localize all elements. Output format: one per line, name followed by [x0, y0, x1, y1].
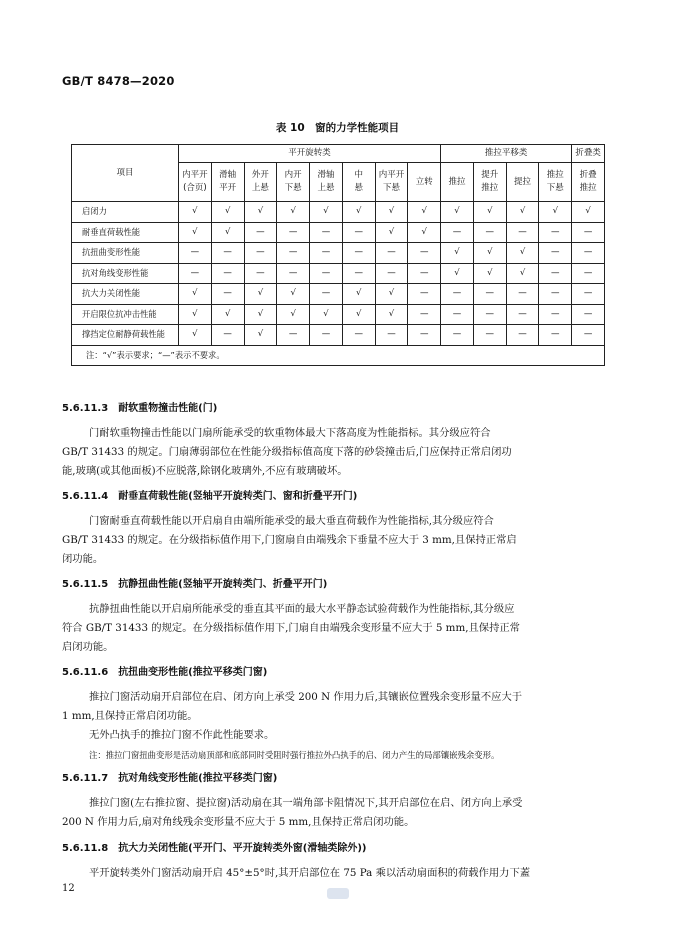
mechanical-properties-table [71, 144, 605, 366]
table-cell: — [277, 222, 310, 243]
paragraph-line: 符合 GB/T 31433 的规定。在分级指标值作用下,门扇自由端残余变形量不应大于 5 mm,且保持正常 [62, 622, 520, 635]
paragraph-line: 无外凸执手的推拉门窗不作此性能要求。 [89, 729, 275, 742]
table-cell: √ [408, 202, 441, 223]
row-item: 抗对角线变形性能 [72, 263, 179, 284]
table-row [72, 202, 605, 223]
table-cell: — [310, 325, 343, 346]
table-cell: — [572, 263, 605, 284]
table-row [72, 263, 605, 284]
section-number: 5.6.11.7 [62, 773, 109, 784]
paragraph-line: GB/T 31433 的规定。门扇薄弱部位在性能分级指标值高度下落的砂袋撞击后,门应保持正常启闭功 [62, 446, 512, 459]
table-cell: — [441, 284, 474, 305]
column-header [342, 163, 375, 202]
page-number: 12 [62, 883, 75, 894]
table-caption: 表 10 窗的力学性能项目 [275, 122, 400, 134]
column-header-line: 内开 [284, 170, 302, 180]
table-cell: √ [506, 263, 539, 284]
table-cell: √ [342, 304, 375, 325]
table-cell: √ [342, 202, 375, 223]
table-row [72, 284, 605, 305]
group-header: 推拉平移类 [441, 145, 572, 163]
table-cell: √ [408, 222, 441, 243]
table-cell: — [244, 243, 277, 264]
section-heading [62, 769, 277, 784]
column-header-line: 内平开 [378, 170, 405, 180]
column-header-line: 上悬 [317, 183, 335, 193]
column-header-line: 滑轴 [317, 170, 335, 180]
table-cell: — [310, 243, 343, 264]
table-cell: √ [375, 284, 408, 305]
paragraph-line: GB/T 31433 的规定。在分级指标值作用下,门窗扇自由端残余下垂量不应大于 3 mm,且保持正常启 [62, 534, 517, 547]
table-cell: — [310, 263, 343, 284]
table-cell: √ [277, 304, 310, 325]
table-cell: — [375, 243, 408, 264]
table-cell: √ [375, 304, 408, 325]
group-header: 折叠类 [572, 145, 605, 163]
table-cell: — [473, 325, 506, 346]
paragraph-line: 推拉门窗活动扇开启部位在启、闭方向上承受 200 N 作用力后,其镶嵌位置残余变形量不应大于 [89, 691, 523, 703]
column-header [375, 163, 408, 202]
table-cell: — [441, 325, 474, 346]
table-cell: √ [310, 304, 343, 325]
section-title: 抗对角线变形性能(推拉平移类门窗) [118, 773, 278, 784]
row-item: 耐垂直荷载性能 [72, 222, 179, 243]
table-cell: — [211, 243, 244, 264]
section-title: 抗大力关闭性能(平开门、平开旋转类外窗(滑轴类除外)) [118, 843, 367, 854]
paragraph-line: 门耐软重物撞击性能以门扇所能承受的软重物体最大下落高度为性能指标。其分级应符合 [89, 427, 491, 439]
paragraph-line: 抗静扭曲性能以开启扇所能承受的垂直其平面的最大水平静态试验荷载作为性能指标,其分级应 [89, 603, 515, 615]
column-header-line: 下悬 [382, 183, 400, 193]
item-header: 项目 [72, 145, 179, 202]
table-cell: — [408, 304, 441, 325]
table-cell: — [506, 304, 539, 325]
section-title: 抗扭曲变形性能(推拉平移类门窗) [118, 667, 268, 678]
column-header-line: 推拉 [546, 170, 564, 180]
column-header-line: 内平开 [182, 170, 208, 180]
table-cell: √ [473, 202, 506, 223]
group-header: 平开旋转类 [179, 145, 441, 163]
table-cell: — [572, 304, 605, 325]
section-title: 抗静扭曲性能(竖轴平开旋转类门、折叠平开门) [118, 579, 328, 590]
paragraph-line: 启闭功能。 [62, 641, 114, 654]
section-heading [62, 663, 267, 678]
table-cell: √ [441, 243, 474, 264]
section-note: 注：推拉门窗扭曲变形是活动扇顶部和底部同时受阻时强行推拉外凸执手的启、闭力产生的局部镶嵌残余变形。 [89, 749, 500, 760]
row-item: 开启限位抗冲击性能 [72, 304, 179, 325]
table-cell: √ [375, 222, 408, 243]
table-cell: — [539, 325, 572, 346]
table-cell: — [572, 284, 605, 305]
table-cell: √ [179, 202, 212, 223]
table-cell: — [375, 325, 408, 346]
table-cell: √ [441, 263, 474, 284]
table-cell: √ [539, 202, 572, 223]
table-cell: √ [342, 284, 375, 305]
row-item: 启闭力 [72, 202, 179, 223]
table-cell: √ [310, 202, 343, 223]
table-cell: — [277, 325, 310, 346]
paragraph-line: 1 mm,且保持正常启闭功能。 [62, 710, 198, 723]
column-header [572, 163, 605, 202]
table-cell: — [408, 263, 441, 284]
column-header-line: 下悬 [546, 183, 564, 193]
table-cell: √ [179, 284, 212, 305]
table-cell: — [244, 222, 277, 243]
table-cell: — [572, 243, 605, 264]
column-header-line: 下悬 [284, 183, 302, 193]
table-cell: √ [179, 222, 212, 243]
column-header [408, 163, 441, 202]
paragraph-line: 推拉门窗(左右推拉窗、提拉窗)活动扇在其一端角部卡阻情况下,其开启部位在启、闭方向上承受 [89, 797, 523, 809]
table-cell: — [539, 222, 572, 243]
column-header [441, 163, 474, 202]
column-header [211, 163, 244, 202]
table-cell: — [211, 325, 244, 346]
table-cell: — [408, 325, 441, 346]
table-cell: √ [473, 243, 506, 264]
table-cell: √ [506, 202, 539, 223]
column-header [277, 163, 310, 202]
section-heading [62, 487, 357, 502]
table-cell: √ [211, 202, 244, 223]
table-cell: √ [244, 325, 277, 346]
paragraph-line: 平开旋转类外门窗活动扇开启 45°±5°时,其开启部位在 75 Pa 乘以活动扇面积的荷载作用力下蓋 [89, 867, 531, 879]
section-number: 5.6.11.8 [62, 843, 109, 854]
section-heading [62, 399, 217, 414]
table-cell: — [539, 304, 572, 325]
column-header-line: 悬 [354, 183, 363, 193]
table-cell: √ [244, 304, 277, 325]
table-row [72, 304, 605, 325]
section-title: 耐软重物撞击性能(门) [118, 403, 218, 414]
table-cell: — [506, 284, 539, 305]
table-cell: — [408, 243, 441, 264]
table-cell: — [473, 222, 506, 243]
section-number: 5.6.11.3 [62, 403, 109, 414]
table-cell: √ [244, 284, 277, 305]
table-note: 注：“√”表示要求；“—”表示不要求。 [72, 345, 605, 365]
table-cell: √ [244, 202, 277, 223]
table-cell: √ [179, 325, 212, 346]
table-cell: — [506, 222, 539, 243]
table-cell: — [310, 284, 343, 305]
table-cell: — [211, 284, 244, 305]
column-header-line: 中 [354, 170, 363, 180]
table-cell: — [572, 222, 605, 243]
table-cell: — [539, 243, 572, 264]
section-heading [62, 575, 327, 590]
column-header [179, 163, 212, 202]
section-heading [62, 839, 366, 854]
column-header-line: 提升 [481, 170, 499, 180]
paragraph-line: 门窗耐垂直荷载性能以开启扇自由端所能承受的最大垂直荷载作为性能指标,其分级应符合 [89, 515, 494, 527]
row-item: 撑挡定位耐静荷载性能 [72, 325, 179, 346]
table-cell: √ [211, 222, 244, 243]
column-header [506, 163, 539, 202]
table-cell: √ [179, 304, 212, 325]
column-header-line: 外开 [251, 170, 269, 180]
section-number: 5.6.11.4 [62, 491, 109, 502]
table-cell: — [244, 263, 277, 284]
table-cell: — [441, 304, 474, 325]
section-title: 耐垂直荷载性能(竖轴平开旋转类门、窗和折叠平开门) [118, 491, 358, 502]
table-cell: √ [211, 304, 244, 325]
table-cell: — [277, 243, 310, 264]
section-number: 5.6.11.5 [62, 579, 109, 590]
table-cell: — [277, 263, 310, 284]
table-cell: — [441, 222, 474, 243]
column-header-line: 提拉 [514, 176, 532, 187]
table-cell: √ [375, 202, 408, 223]
row-item: 抗扭曲变形性能 [72, 243, 179, 264]
table-cell: √ [277, 202, 310, 223]
table-cell: — [211, 263, 244, 284]
column-header-line: 折叠 [579, 170, 597, 180]
column-header-line: 滑轴 [219, 170, 237, 180]
table-cell: — [342, 325, 375, 346]
column-header-line: 上悬 [251, 183, 269, 193]
paragraph-line: 闭功能。 [62, 553, 104, 566]
table-cell: — [179, 243, 212, 264]
section-number: 5.6.11.6 [62, 667, 109, 678]
column-header-line: 立转 [415, 176, 433, 187]
column-header [244, 163, 277, 202]
table-cell: √ [572, 202, 605, 223]
column-header-line: 推拉 [448, 176, 466, 187]
table-cell: √ [441, 202, 474, 223]
column-header [310, 163, 343, 202]
column-header-line: 推拉 [481, 183, 499, 193]
watermark-logo [327, 888, 349, 899]
table-cell: — [473, 304, 506, 325]
paragraph-line: 能,玻璃(或其他面板)不应脱落,除钢化玻璃外,不应有玻璃破坏。 [62, 465, 348, 478]
row-item: 抗大力关闭性能 [72, 284, 179, 305]
table-row [72, 243, 605, 264]
table-cell: — [572, 325, 605, 346]
standard-number: GB/T 8478—2020 [62, 74, 175, 88]
table-cell: — [539, 284, 572, 305]
column-header [539, 163, 572, 202]
column-header-line: 平开 [219, 183, 237, 193]
column-header-line: (合页) [183, 183, 207, 193]
table-cell: — [408, 284, 441, 305]
table-cell: — [342, 222, 375, 243]
table-cell: √ [277, 284, 310, 305]
table-cell: — [506, 325, 539, 346]
table-cell: — [310, 222, 343, 243]
table-cell: √ [473, 263, 506, 284]
table-row [72, 222, 605, 243]
column-header [473, 163, 506, 202]
table-cell: — [539, 263, 572, 284]
table-cell: — [473, 284, 506, 305]
table-cell: √ [506, 243, 539, 264]
table-cell: — [375, 263, 408, 284]
paragraph-line: 200 N 作用力后,扇对角线残余变形量不应大于 5 mm,且保持正常启闭功能。 [62, 816, 415, 829]
column-header-line: 推拉 [579, 183, 597, 193]
table-row [72, 325, 605, 346]
table-cell: — [342, 243, 375, 264]
table-cell: — [179, 263, 212, 284]
table-cell: — [342, 263, 375, 284]
